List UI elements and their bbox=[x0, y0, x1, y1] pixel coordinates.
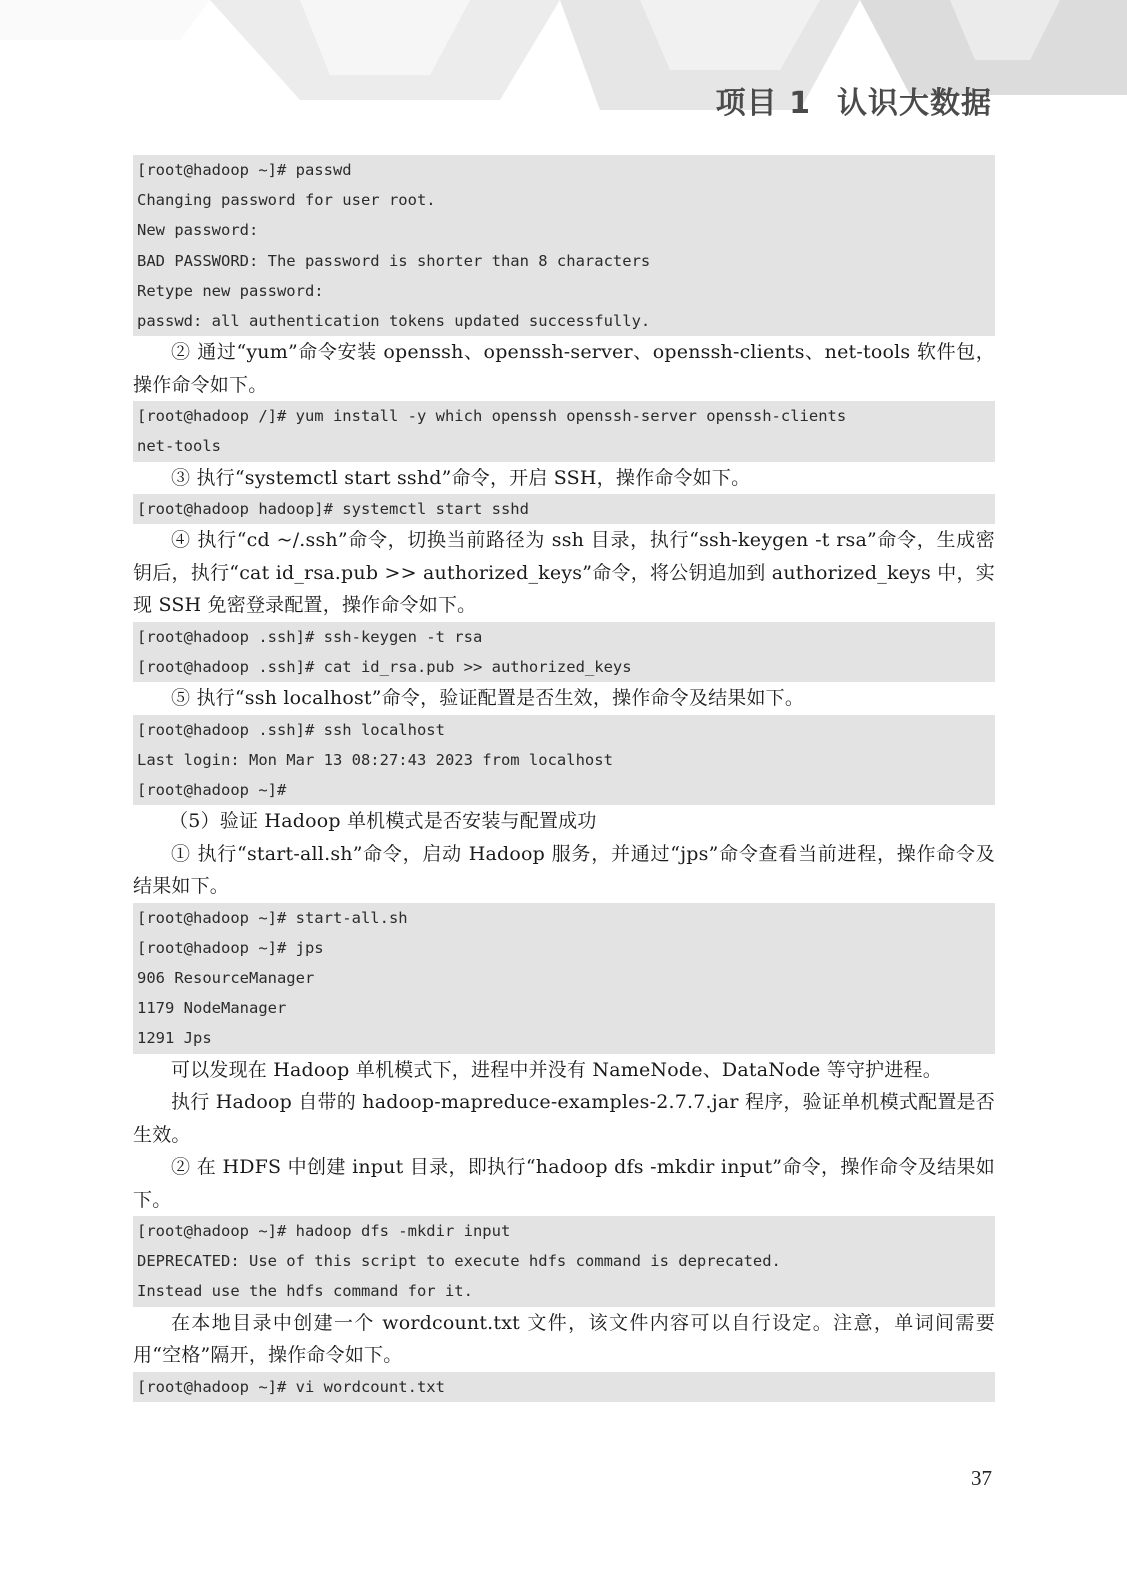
code-line: 906 ResourceManager bbox=[137, 969, 315, 987]
code-line: [root@hadoop ~]# start-all.sh bbox=[137, 908, 408, 927]
body-paragraph: ⑤ 执行“ssh localhost”命令，验证配置是否生效，操作命令及结果如下。 bbox=[171, 687, 805, 710]
code-line: [root@hadoop .ssh]# cat id_rsa.pub >> authorized_keys bbox=[137, 657, 632, 676]
code-block bbox=[133, 903, 995, 1054]
code-line: passwd: all authentication tokens updated successfully. bbox=[137, 311, 651, 330]
code-line: 1291 Jps bbox=[137, 1029, 212, 1048]
code-line: [root@hadoop ~]# jps bbox=[137, 938, 324, 957]
body-paragraph: 可以发现在 Hadoop 单机模式下，进程中并没有 NameNode、DataNode 等守护进程。 bbox=[171, 1058, 942, 1081]
section-heading: （5）验证 Hadoop 单机模式是否安装与配置成功 bbox=[169, 810, 597, 833]
body-paragraph: ③ 执行“systemctl start sshd”命令，开启 SSH，操作命令如下。 bbox=[171, 466, 751, 489]
code-block bbox=[133, 401, 995, 461]
code-block bbox=[133, 622, 995, 682]
page-content bbox=[133, 155, 995, 1402]
code-line: New password: bbox=[137, 221, 259, 240]
code-line: 1179 NodeManager bbox=[137, 999, 287, 1018]
code-block bbox=[133, 494, 995, 524]
code-line: net-tools bbox=[137, 437, 221, 456]
body-paragraph: ① 执行“start-all.sh”命令，启动 Hadoop 服务，并通过“jps”命令查看当前进程，操作命令及结果如下。 bbox=[133, 842, 995, 898]
code-line: [root@hadoop .ssh]# ssh localhost bbox=[137, 720, 445, 739]
code-line: [root@hadoop hadoop]# systemctl start sshd bbox=[137, 500, 529, 518]
code-line: [root@hadoop ~]# vi wordcount.txt bbox=[137, 1377, 445, 1396]
code-line: DEPRECATED: Use of this script to execute hdfs command is deprecated. bbox=[137, 1252, 781, 1271]
code-line: Instead use the hdfs command for it. bbox=[137, 1282, 473, 1301]
code-block bbox=[133, 1216, 995, 1307]
code-line: BAD PASSWORD: The password is shorter than 8 characters bbox=[137, 251, 651, 270]
code-line: Retype new password: bbox=[137, 281, 324, 300]
code-line: [root@hadoop .ssh]# ssh-keygen -t rsa bbox=[137, 627, 483, 646]
body-paragraph: ② 在 HDFS 中创建 input 目录，即执行“hadoop dfs -mkdir input”命令，操作命令及结果如下。 bbox=[133, 1156, 995, 1211]
code-block bbox=[133, 1372, 995, 1402]
code-line: [root@hadoop /]# yum install -y which openssh openssh-server openssh-clients bbox=[137, 407, 847, 426]
body-paragraph: 在本地目录中创建一个 wordcount.txt 文件，该文件内容可以自行设定。注意，单词间需要用“空格”隔开，操作命令如下。 bbox=[133, 1311, 995, 1367]
body-paragraph: ④ 执行“cd ~/.ssh”命令，切换当前路径为 ssh 目录，执行“ssh-keygen -t rsa”命令，生成密钥后，执行“cat id_rsa.pub >> authorized_keys”命令，将公钥追加到 authorized_keys 中，实现 SSH 免密登录配置，操作命令如下。 bbox=[133, 529, 995, 617]
body-paragraph: 执行 Hadoop 自带的 hadoop-mapreduce-examples-2.7.7.jar 程序，验证单机模式配置是否生效。 bbox=[133, 1091, 995, 1146]
body-paragraph: ② 通过“yum”命令安装 openssh、openssh-server、openssh-clients、net-tools 软件包，操作命令如下。 bbox=[133, 341, 995, 396]
chapter-title: 认识大数据 bbox=[837, 86, 992, 121]
project-number: 项目 1 bbox=[715, 86, 811, 121]
code-line: [root@hadoop ~]# hadoop dfs -mkdir input bbox=[137, 1222, 511, 1241]
page-number: 37 bbox=[971, 1466, 992, 1490]
code-block bbox=[133, 155, 995, 336]
chapter-header bbox=[716, 78, 992, 122]
code-line: Last login: Mon Mar 13 08:27:43 2023 from localhost bbox=[137, 750, 613, 769]
code-line: [root@hadoop ~]# bbox=[137, 780, 287, 799]
code-line: [root@hadoop ~]# passwd bbox=[137, 161, 352, 179]
code-line: Changing password for user root. bbox=[137, 191, 436, 210]
code-block bbox=[133, 715, 995, 806]
